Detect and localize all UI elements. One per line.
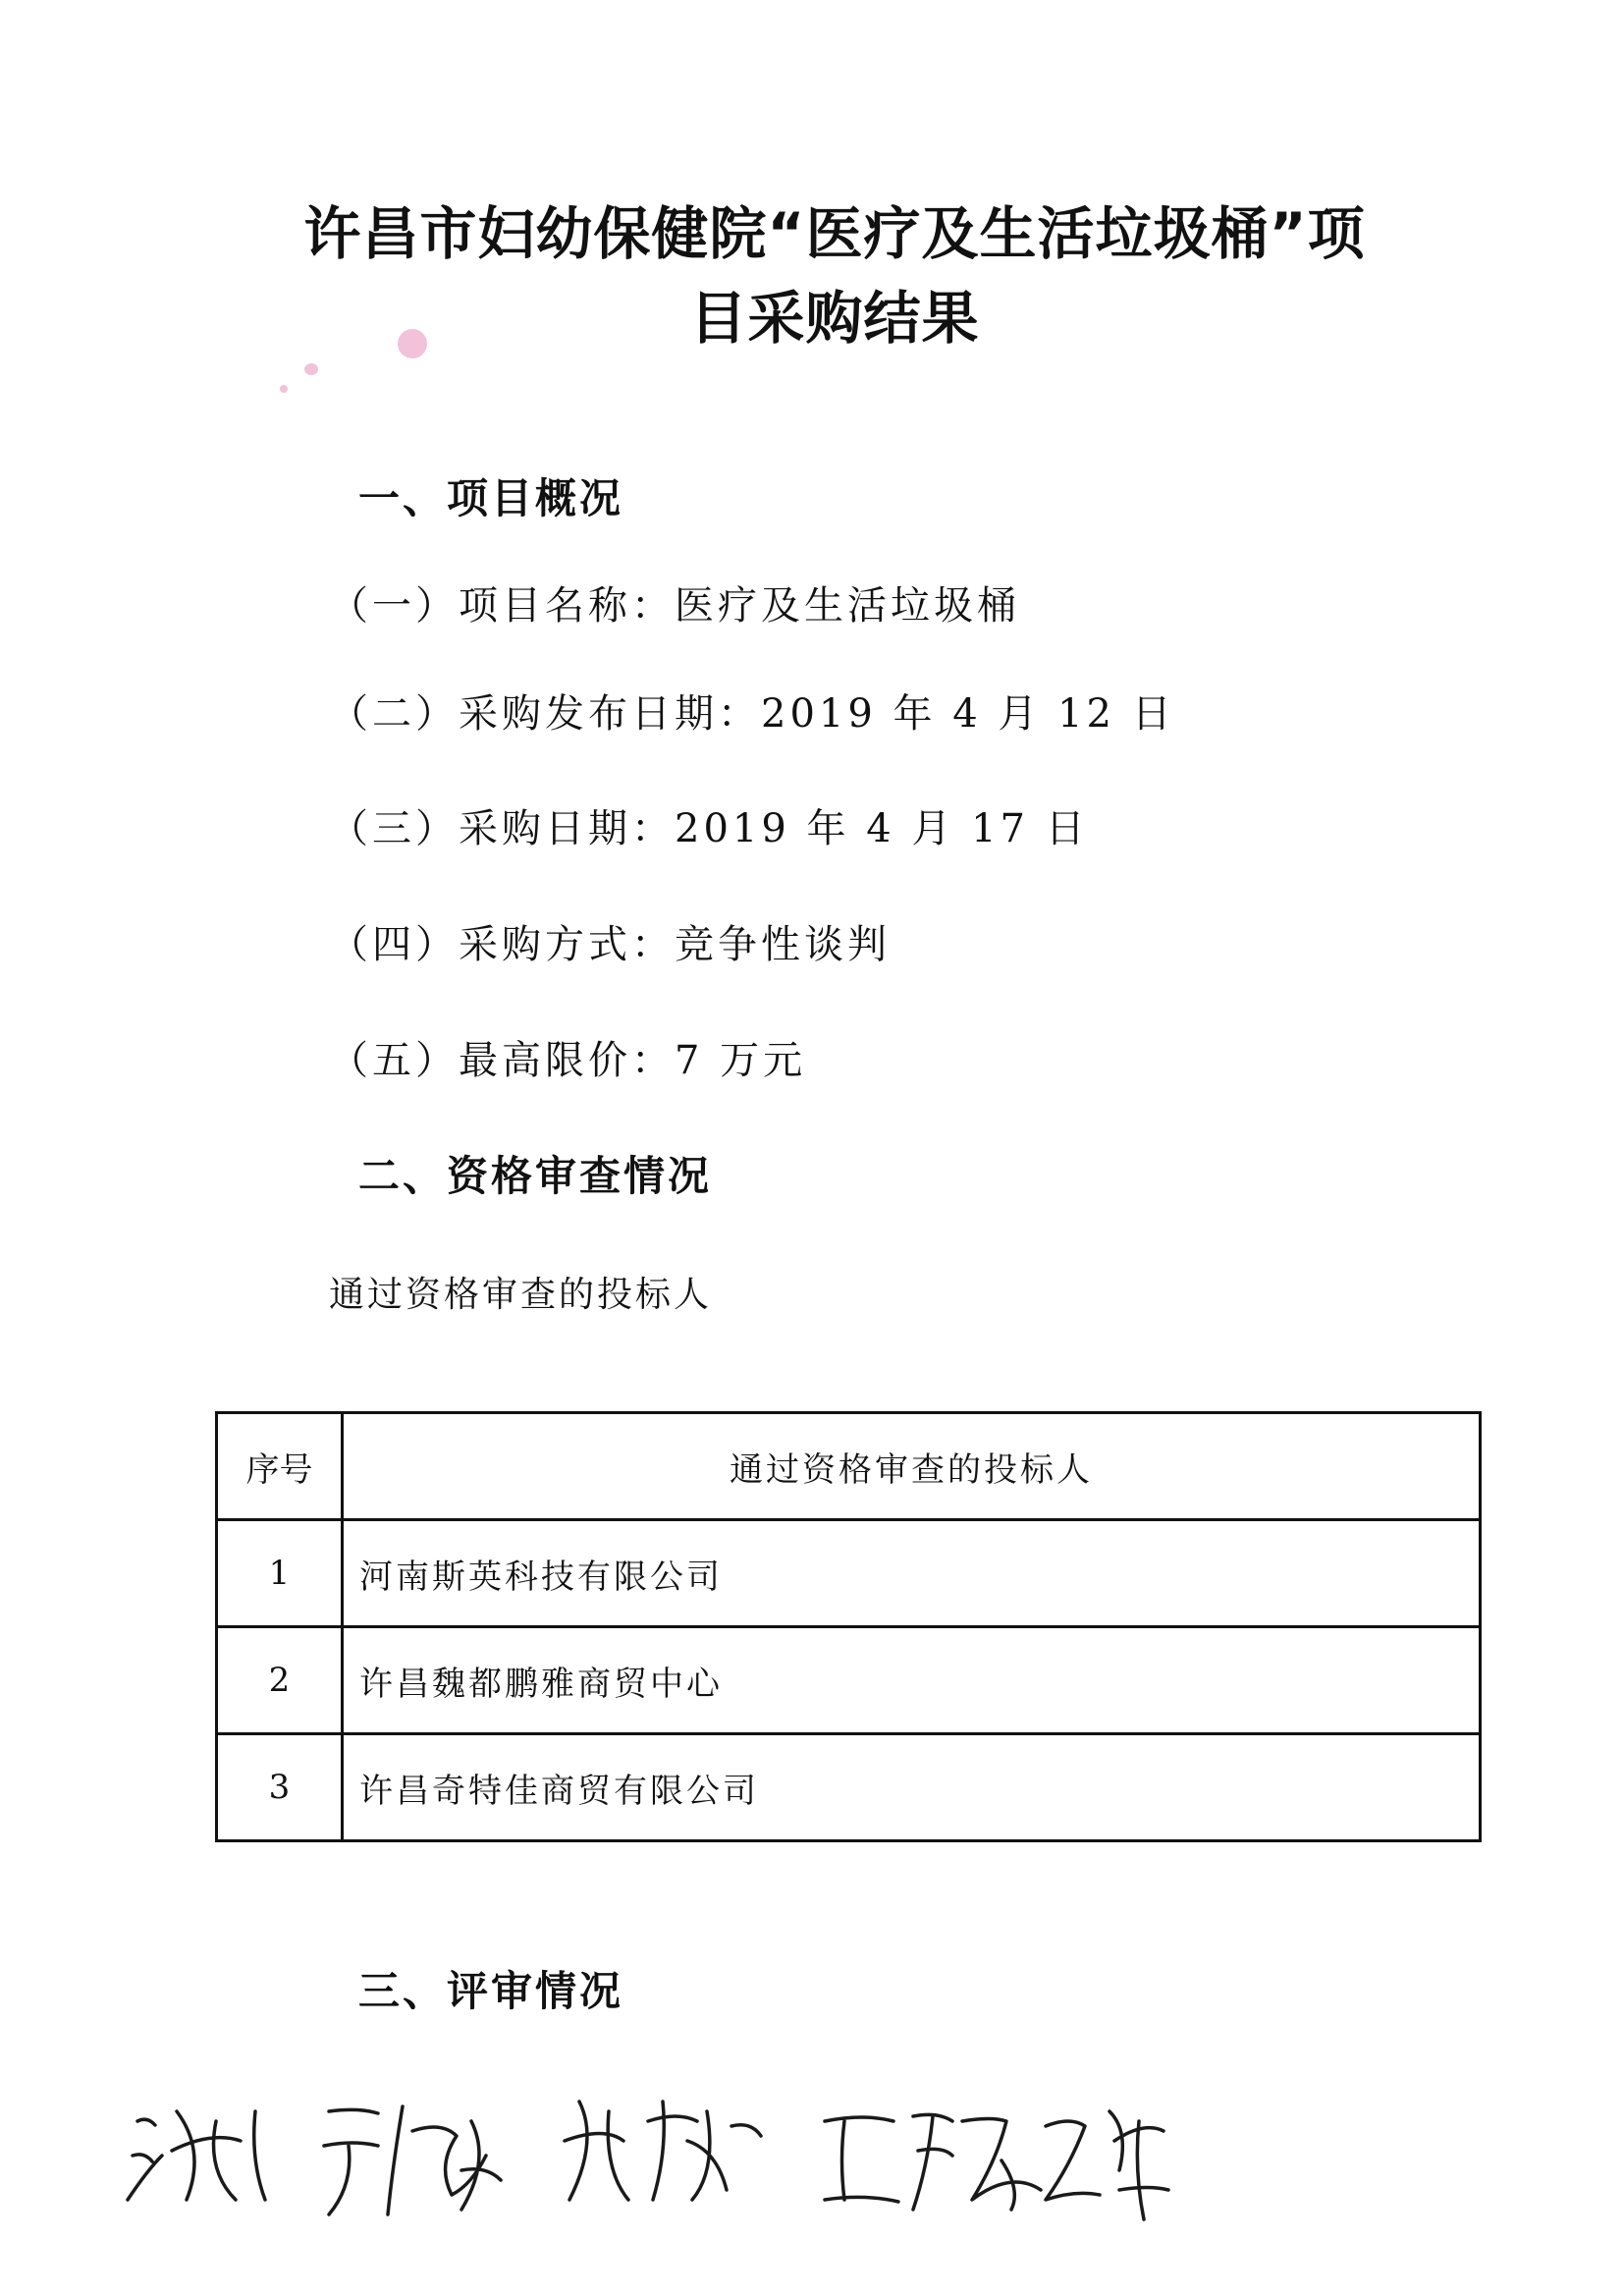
table-row [217,1627,1481,1734]
procurement-date-item: （三）采购日期：2019 年 4 月 17 日 [329,806,1089,851]
row-bidder: 河南斯英科技有限公司 [343,1520,1481,1627]
title-line-1: 许昌市妇幼保健院“医疗及生活垃圾桶”项 [303,200,1366,267]
stamp-mark [280,385,288,393]
section-heading-overview: 一、项目概况 [358,474,624,522]
row-serial: 2 [217,1627,343,1734]
max-price-item: （五）最高限价：7 万元 [329,1038,807,1083]
signature-2 [324,2106,501,2214]
header-serial: 序号 [217,1413,343,1520]
stamp-mark [304,363,318,375]
table-row [217,1734,1481,1841]
section-heading-review: 三、评审情况 [358,1967,624,2015]
procurement-method-item: （四）采购方式：竞争性谈判 [329,922,891,967]
row-serial: 3 [217,1734,343,1841]
row-bidder: 许昌魏都鹏雅商贸中心 [343,1627,1481,1734]
qualified-bidders-intro: 通过资格审查的投标人 [329,1275,713,1315]
project-name-item: （一）项目名称：医疗及生活垃圾桶 [329,583,1020,629]
signature-1 [128,2111,265,2200]
signature-5 [1046,2111,1168,2219]
table-header-row [217,1413,1481,1520]
header-bidder: 通过资格审查的投标人 [343,1413,1481,1520]
handwritten-signatures [118,2082,1198,2239]
table-row [217,1520,1481,1627]
signature-4 [825,2114,1041,2210]
publish-date-item: （二）采购发布日期：2019 年 4 月 12 日 [329,691,1175,737]
title-line-2: 目采购结果 [689,285,980,352]
row-serial: 1 [217,1520,343,1627]
qualified-bidders-table [215,1411,1482,1842]
page-title [255,191,1414,360]
row-bidder: 许昌奇特佳商贸有限公司 [343,1734,1481,1841]
signature-3 [565,2102,761,2200]
section-heading-qualification: 二、资格审查情况 [358,1152,713,1200]
